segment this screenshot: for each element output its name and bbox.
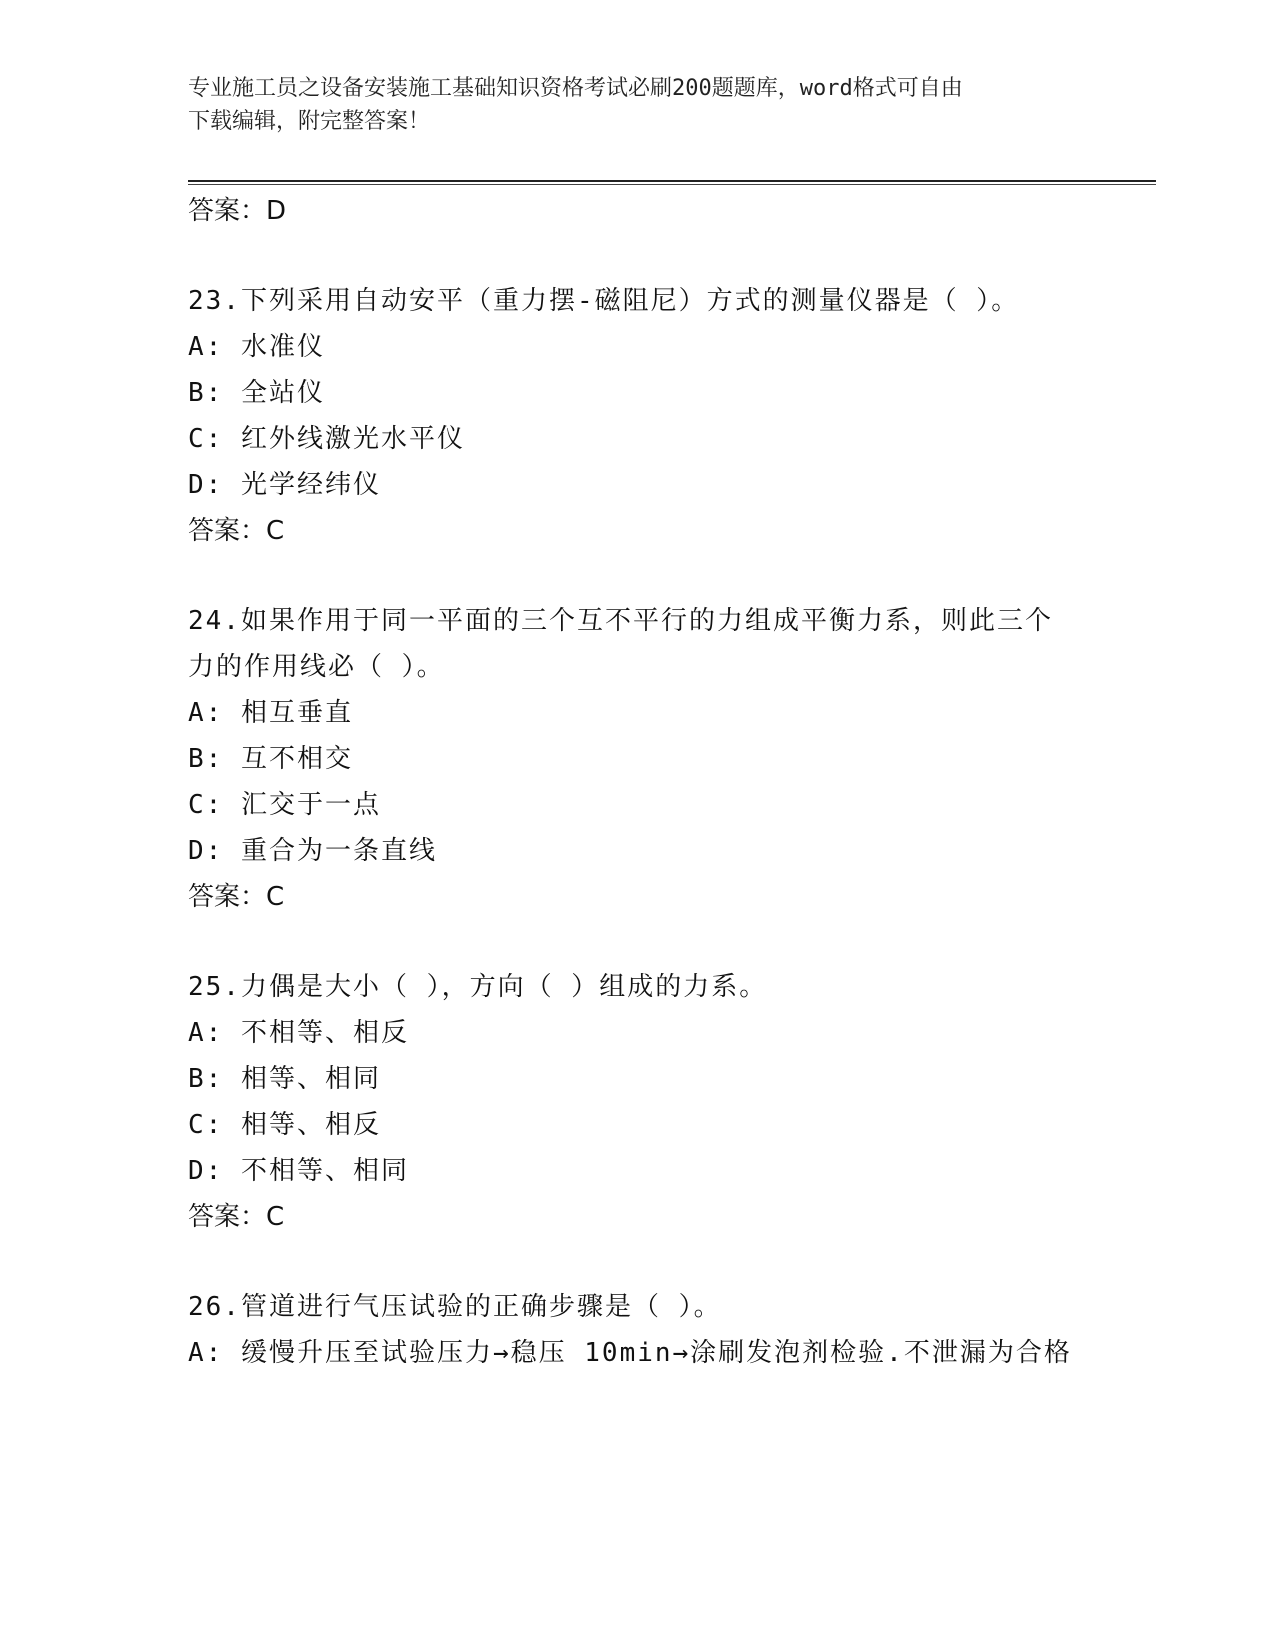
- option-d: D: 不相等、相同: [188, 1156, 409, 1186]
- document-header: [188, 72, 1088, 138]
- header-line-2: 下载编辑，附完整答案！: [188, 109, 431, 134]
- option-c: C: 相等、相反: [188, 1110, 381, 1140]
- question-23: [188, 278, 1156, 554]
- question-stem-line-2: 力的作用线必（ ）。: [188, 652, 445, 682]
- option-c: C: 汇交于一点: [188, 790, 381, 820]
- question-list: [188, 188, 1156, 1376]
- answer-line: 答案：C: [188, 1202, 285, 1232]
- option-b: B: 相等、相同: [188, 1064, 381, 1094]
- header-divider-thin: [188, 184, 1156, 185]
- previous-answer: 答案：D: [188, 196, 287, 226]
- header-divider: [188, 180, 1156, 182]
- option-a: A: 水准仪: [188, 332, 325, 362]
- answer-line: 答案：C: [188, 516, 285, 546]
- answer-line: 答案：C: [188, 882, 285, 912]
- option-b: B: 互不相交: [188, 744, 353, 774]
- question-stem: 23.下列采用自动安平（重力摆-磁阻尼）方式的测量仪器是（ ）。: [188, 286, 1020, 316]
- option-a: A: 不相等、相反: [188, 1018, 409, 1048]
- option-d: D: 重合为一条直线: [188, 836, 437, 866]
- option-a: A: 缓慢升压至试验压力→稳压 10min→涂刷发泡剂检验.不泄漏为合格: [188, 1338, 1072, 1368]
- header-line-1: 专业施工员之设备安装施工基础知识资格考试必刷200题题库，word格式可自由: [188, 76, 963, 101]
- question-25: [188, 964, 1156, 1240]
- option-b: B: 全站仪: [188, 378, 325, 408]
- question-26: [188, 1284, 1156, 1376]
- option-d: D: 光学经纬仪: [188, 470, 381, 500]
- question-stem: 25.力偶是大小（ ），方向（ ）组成的力系。: [188, 972, 768, 1002]
- option-a: A: 相互垂直: [188, 698, 353, 728]
- option-c: C: 红外线激光水平仪: [188, 424, 465, 454]
- question-24: [188, 598, 1156, 920]
- question-stem: 26.管道进行气压试验的正确步骤是（ ）。: [188, 1292, 722, 1322]
- question-stem-line-1: 24.如果作用于同一平面的三个互不平行的力组成平衡力系，则此三个: [188, 606, 1053, 636]
